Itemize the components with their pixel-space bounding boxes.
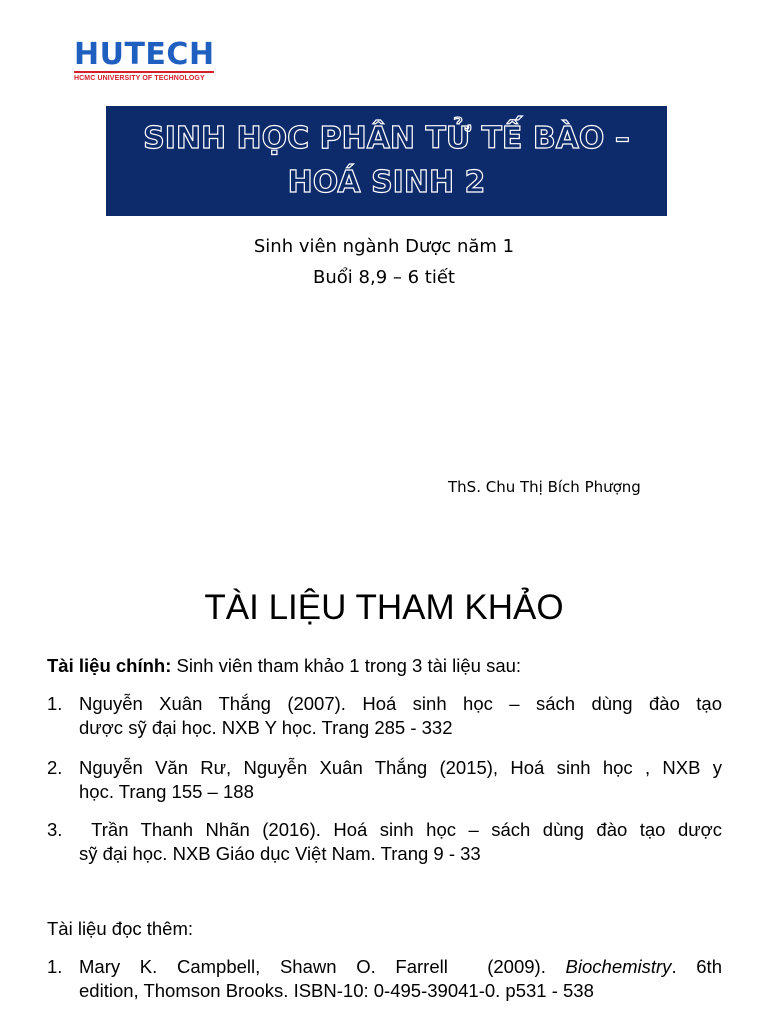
extra-references-label: Tài liệu đọc thêm: xyxy=(47,918,194,939)
citation-book-title: Biochemistry xyxy=(565,956,672,977)
section-title: TÀI LIỆU THAM KHẢO xyxy=(204,588,564,627)
main-references-intro xyxy=(47,654,722,678)
list-item-number: 1. xyxy=(47,956,63,977)
list-item-text xyxy=(79,818,722,866)
list-item-text xyxy=(79,692,722,740)
list-item-line-2: dược sỹ đại học. NXB Y học. Trang 285 - 332 xyxy=(79,717,453,738)
list-item-line-2: edition, Thomson Brooks. ISBN-10: 0-495-39041-0. p531 - 538 xyxy=(79,980,594,1001)
list-item-line-1 xyxy=(79,955,722,979)
list-item-line-1: Nguyễn Xuân Thắng (2007). Hoá sinh học – sách dùng đào tạo xyxy=(79,693,722,714)
banner-title-line-1: SINH HỌC PHÂN TỬ TẾ BÀO – xyxy=(143,121,630,156)
subtitle-line-1: Sinh viên ngành Dược năm 1 xyxy=(253,236,515,257)
list-item xyxy=(47,756,722,804)
logo-wordmark: HUTECH xyxy=(74,37,215,72)
list-item-number: 2. xyxy=(47,757,63,778)
author-name: ThS. Chu Thị Bích Phượng xyxy=(448,478,641,496)
list-item-line-2: sỹ đại học. NXB Giáo dục Việt Nam. Trang 9 - 33 xyxy=(79,843,481,864)
list-item-line-1: Nguyễn Văn Rư, Nguyễn Xuân Thắng (2015), Hoá sinh học , NXB y xyxy=(79,757,722,778)
list-item xyxy=(47,955,722,1003)
list-item-text xyxy=(79,955,722,1003)
list-item xyxy=(47,818,722,866)
banner-title-line-2: HOÁ SINH 2 xyxy=(287,165,486,200)
list-item-line-2: học. Trang 155 – 188 xyxy=(79,781,254,802)
main-references-label: Tài liệu chính: xyxy=(47,655,172,676)
main-references-intro-text: Sinh viên tham khảo 1 trong 3 tài liệu sau: xyxy=(171,655,522,676)
list-item-text xyxy=(79,756,722,804)
title-banner xyxy=(106,106,667,216)
list-item-number: 1. xyxy=(47,693,63,714)
citation-edition: . 6th xyxy=(671,956,722,977)
subtitle-line-2: Buổi 8,9 – 6 tiết xyxy=(313,267,455,288)
citation-authors: Mary K. Campbell, Shawn O. Farrell (2009). xyxy=(79,956,566,977)
list-item-number: 3. xyxy=(47,819,63,840)
list-item-line-1: Trần Thanh Nhãn (2016). Hoá sinh học – sách dùng đào tạo dược xyxy=(79,819,722,840)
list-item xyxy=(47,692,722,740)
logo-tagline: HCMC UNIVERSITY OF TECHNOLOGY xyxy=(74,71,214,83)
hutech-logo xyxy=(74,37,215,83)
